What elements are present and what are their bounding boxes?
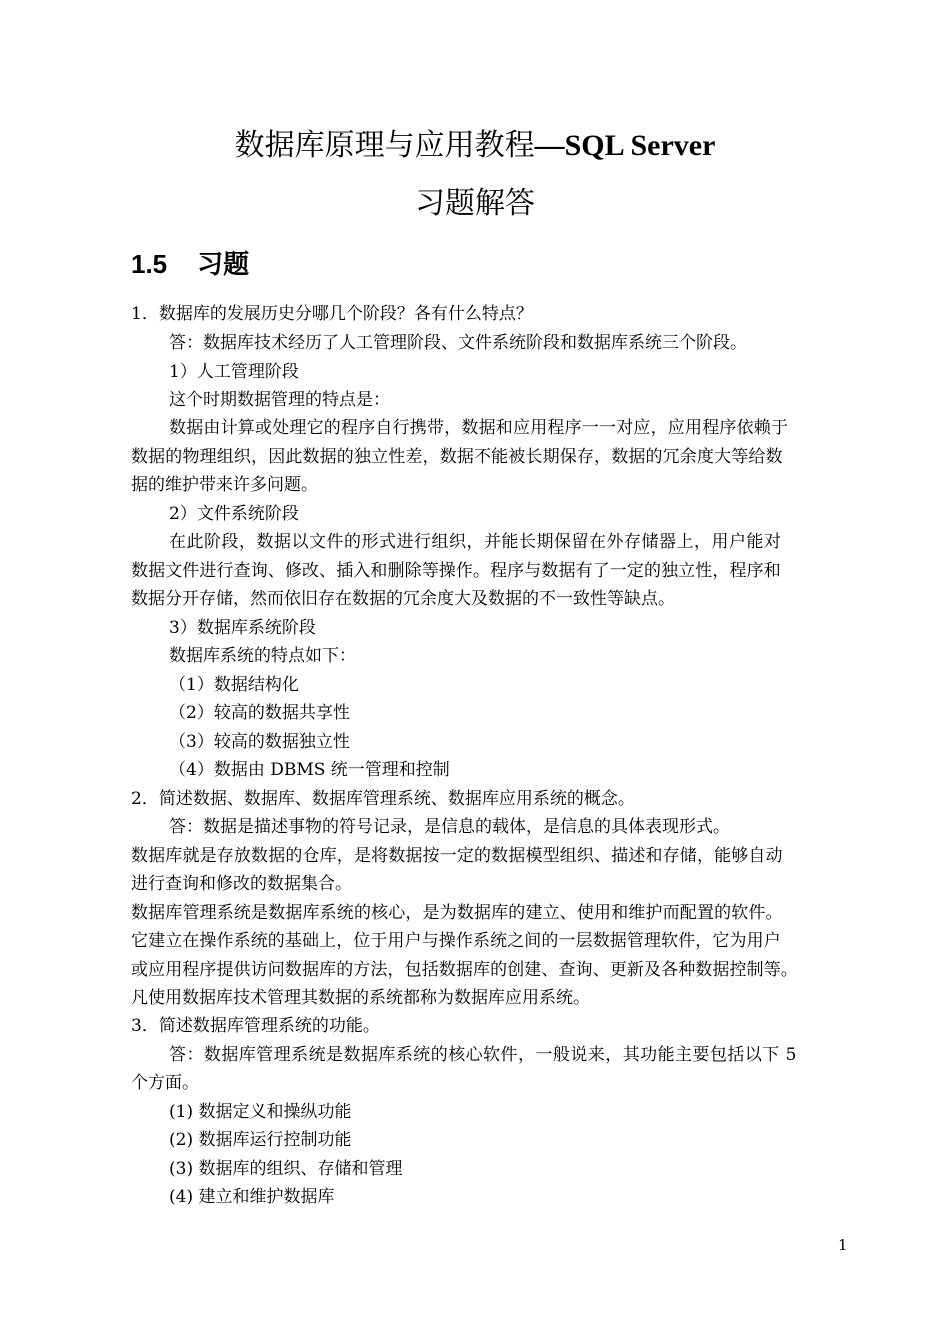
question-2: 2．简述数据、数据库、数据库管理系统、数据库应用系统的概念。 [131, 789, 635, 809]
answer-3: 答：数据库管理系统是数据库系统的核心软件，一般说来，其功能主要包括以下 5 [169, 1045, 797, 1065]
paragraph-line: 在此阶段，数据以文件的形式进行组织，并能长期保留在外存储器上，用户能对 [169, 532, 782, 552]
question-3: 3．简述数据库管理系统的功能。 [131, 1016, 380, 1036]
paragraph-line: 或应用程序提供访问数据库的方法，包括数据库的创建、查询、更新及各种数据控制等。 [131, 960, 798, 980]
stage-2-heading: 2）文件系统阶段 [169, 504, 299, 524]
list-item: （3）较高的数据独立性 [169, 732, 350, 752]
paragraph-line: 个方面。 [131, 1073, 199, 1093]
paragraph-line: 数据分开存储，然而依旧存在数据的冗余度大及数据的不一致性等缺点。 [131, 589, 675, 609]
document-title [0, 128, 950, 164]
paragraph-line: 数据由计算或处理它的程序自行携带，数据和应用程序一一对应，应用程序依赖于 [169, 418, 789, 438]
question-1: 1．数据库的发展历史分哪几个阶段？各有什么特点？ [131, 304, 533, 324]
stage-1-heading: 1）人工管理阶段 [169, 362, 299, 382]
list-item: （2）较高的数据共享性 [169, 703, 350, 723]
paragraph-line: 数据库就是存放数据的仓库，是将数据按一定的数据模型组织、描述和存储，能够自动 [131, 846, 783, 866]
page-number: 1 [838, 1236, 848, 1254]
paragraph-line: 进行查询和修改的数据集合。 [131, 874, 352, 894]
list-item: （1）数据结构化 [169, 675, 299, 695]
paragraph-line: 据的维护带来许多问题。 [131, 475, 318, 495]
paragraph-line: 数据的物理组织，因此数据的独立性差，数据不能被长期保存，数据的冗余度大等给数 [131, 447, 783, 467]
list-item: (1) 数据定义和操纵功能 [169, 1102, 352, 1122]
section-number: 1.5 [131, 249, 168, 279]
paragraph-line: 数据文件进行查询、修改、插入和删除等操作。程序与数据有了一定的独立性，程序和 [131, 561, 781, 581]
document-subtitle: 习题解答 [415, 186, 535, 221]
list-item: (4) 建立和维护数据库 [169, 1187, 335, 1207]
paragraph-line: 凡使用数据库技术管理其数据的系统都称为数据库应用系统。 [131, 988, 590, 1008]
paragraph-line: 这个时期数据管理的特点是： [169, 390, 390, 410]
paragraph-line: 数据库系统的特点如下： [169, 646, 356, 666]
title-english: —SQL Server [534, 129, 716, 162]
title-chinese: 数据库原理与应用教程 [234, 128, 535, 163]
paragraph-line: 数据库管理系统是数据库系统的核心，是为数据库的建立、使用和维护而配置的软件。 [131, 903, 783, 923]
list-item: (2) 数据库运行控制功能 [169, 1130, 352, 1150]
answer-1: 答：数据库技术经历了人工管理阶段、文件系统阶段和数据库系统三个阶段。 [169, 333, 747, 353]
section-heading [131, 248, 249, 281]
answer-2: 答：数据是描述事物的符号记录，是信息的载体，是信息的具体表现形式。 [169, 817, 730, 837]
paragraph-line: 它建立在操作系统的基础上，位于用户与操作系统之间的一层数据管理软件，它为用户 [131, 931, 781, 951]
list-item: （4）数据由 DBMS 统一管理和控制 [169, 760, 450, 780]
stage-3-heading: 3）数据库系统阶段 [169, 618, 316, 638]
list-item: (3) 数据库的组织、存储和管理 [169, 1159, 403, 1179]
section-title: 习题 [197, 250, 250, 280]
